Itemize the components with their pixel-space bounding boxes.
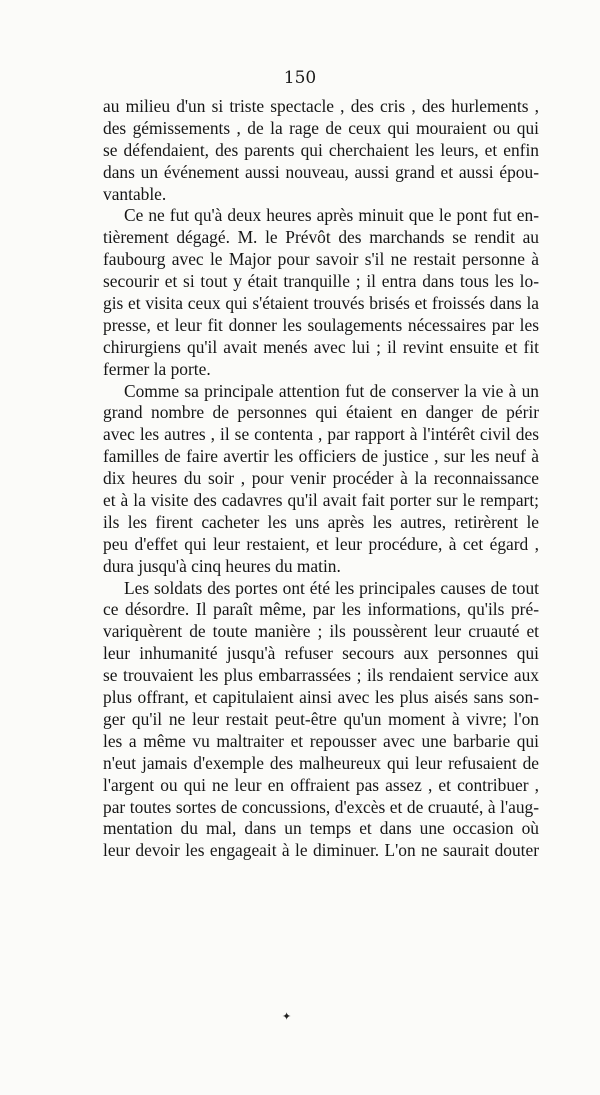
text-line: presse, et leur fit donner les soulagements nécessaires par les bbox=[103, 314, 539, 335]
text-line: grand nombre de personnes qui étaient en danger de périr bbox=[103, 402, 539, 423]
text-line: vantable. bbox=[103, 183, 167, 204]
paragraph bbox=[103, 96, 539, 205]
paragraph bbox=[103, 381, 539, 578]
page-number: 150 bbox=[283, 68, 317, 88]
text-line: leur devoir les engageait à le diminuer. L'on ne saurait douter bbox=[103, 840, 539, 861]
text-line: leur inhumanité jusqu'à refuser secours aux personnes qui bbox=[103, 643, 539, 664]
text-line: par toutes sortes de concussions, d'excès et de cruauté, à l'aug- bbox=[103, 796, 539, 817]
text-line: secourir et si tout y était tranquille ; il entra dans tous les lo- bbox=[103, 271, 539, 292]
text-line: ger qu'il ne leur restait peut-être qu'un moment à vivre; l'on bbox=[103, 708, 539, 729]
text-line: peu d'effet qui leur restaient, et leur procédure, à cet égard , bbox=[103, 533, 539, 554]
text-line: Les soldats des portes ont été les principales causes de tout bbox=[124, 577, 539, 598]
text-line: Ce ne fut qu'à deux heures après minuit que le pont fut en- bbox=[124, 205, 539, 226]
text-line: l'argent ou qui ne leur en offraient pas assez , et contribuer , bbox=[103, 774, 539, 795]
text-line: dix heures du soir , pour venir procéder à la reconnaissance bbox=[103, 468, 539, 489]
text-line: se défendaient, des parents qui cherchaient les leurs, et enfin bbox=[103, 139, 539, 160]
text-line: dans un événement aussi nouveau, aussi grand et aussi épou- bbox=[103, 161, 539, 182]
text-line: et à la visite des cadavres qu'il avait fait porter sur le rempart; bbox=[103, 490, 539, 511]
text-line: avec les autres , il se contenta , par rapport à l'intérêt civil des bbox=[103, 424, 539, 445]
text-line: fermer la porte. bbox=[103, 358, 211, 379]
text-line: les a même vu maltraiter et repousser avec une barbarie qui bbox=[103, 730, 539, 751]
text-line: familles de faire avertir les officiers de justice , sur les neuf à bbox=[103, 446, 539, 467]
text-line: plus offrant, et capitulaient ainsi avec les plus aisés sans son- bbox=[103, 687, 539, 708]
body-text bbox=[103, 96, 539, 862]
text-line: se trouvaient les plus embarrassées ; ils rendaient service aux bbox=[103, 665, 539, 686]
text-line: au milieu d'un si triste spectacle , des cris , des hurlements , bbox=[103, 96, 539, 116]
text-line: des gémissements , de la rage de ceux qui mouraient ou qui bbox=[103, 117, 539, 138]
text-line: ils les firent cacheter les uns après les autres, retirèrent le bbox=[103, 511, 539, 532]
text-line: tièrement dégagé. M. le Prévôt des marchands se rendit au bbox=[103, 227, 539, 248]
ornament-mark: ✦ bbox=[282, 1010, 292, 1023]
paragraph bbox=[103, 578, 539, 863]
text-line: Comme sa principale attention fut de conserver la vie à un bbox=[124, 380, 539, 401]
text-line: ce désordre. Il paraît même, par les informations, qu'ils pré- bbox=[103, 599, 539, 620]
text-line: n'eut jamais d'exemple des malheureux qui leur refusaient de bbox=[103, 752, 539, 773]
text-line: dura jusqu'à cinq heures du matin. bbox=[103, 555, 341, 576]
paragraph bbox=[103, 205, 539, 380]
text-line: mentation du mal, dans un temps et dans une occasion où bbox=[103, 818, 539, 839]
text-line: chirurgiens qu'il avait menés avec lui ; il revint ensuite et fit bbox=[103, 336, 539, 357]
text-line: gis et visita ceux qui s'étaient trouvés brisés et froissés dans la bbox=[103, 293, 539, 314]
text-line: variquèrent de toute manière ; ils poussèrent leur cruauté et bbox=[103, 621, 539, 642]
text-line: faubourg avec le Major pour savoir s'il ne restait personne à bbox=[103, 249, 539, 270]
